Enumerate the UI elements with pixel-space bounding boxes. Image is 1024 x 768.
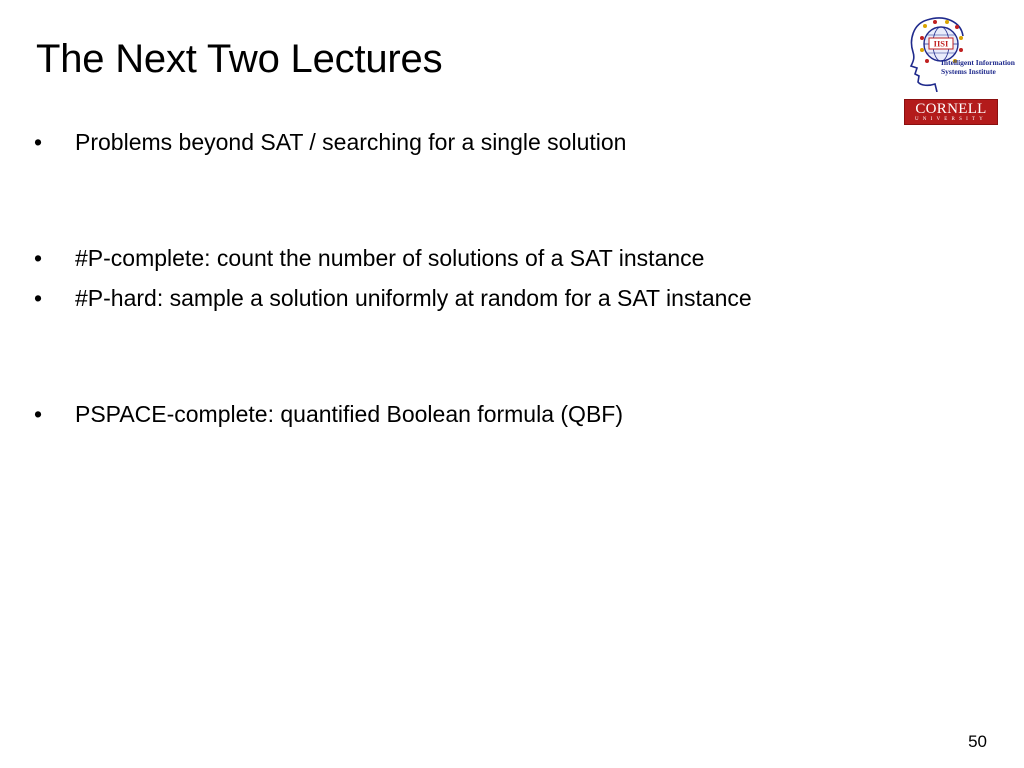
cornell-logo-sub: UNIVERSITY (915, 117, 987, 122)
bullet-marker: • (34, 129, 43, 155)
iisi-badge-text: IISI (933, 38, 949, 49)
cornell-logo (904, 99, 998, 125)
bullet-item (34, 400, 934, 429)
bullet-text: PSPACE-complete: quantified Boolean formula (QBF) (75, 401, 623, 427)
bullet-item (34, 128, 934, 157)
bullet-marker: • (34, 245, 43, 271)
bullet-item (34, 244, 934, 273)
slide-title: The Next Two Lectures (36, 37, 443, 81)
bullet-text: #P-hard: sample a solution uniformly at random for a SAT instance (75, 285, 752, 311)
iisi-caption-line1: Intelligent Information (941, 58, 1015, 67)
bullet-list (34, 128, 934, 440)
iisi-caption-line2: Systems Institute (941, 67, 996, 76)
iisi-logo-icon (905, 14, 1013, 92)
bullet-marker: • (34, 285, 43, 311)
bullet-text: Problems beyond SAT / searching for a single solution (75, 129, 627, 155)
page-number: 50 (968, 732, 987, 751)
bullet-marker: • (34, 401, 43, 427)
bullet-item (34, 284, 934, 313)
bullet-text: #P-complete: count the number of solutions of a SAT instance (75, 245, 705, 271)
iisi-caption (941, 58, 1015, 76)
cornell-logo-name: CORNELL (915, 101, 987, 117)
